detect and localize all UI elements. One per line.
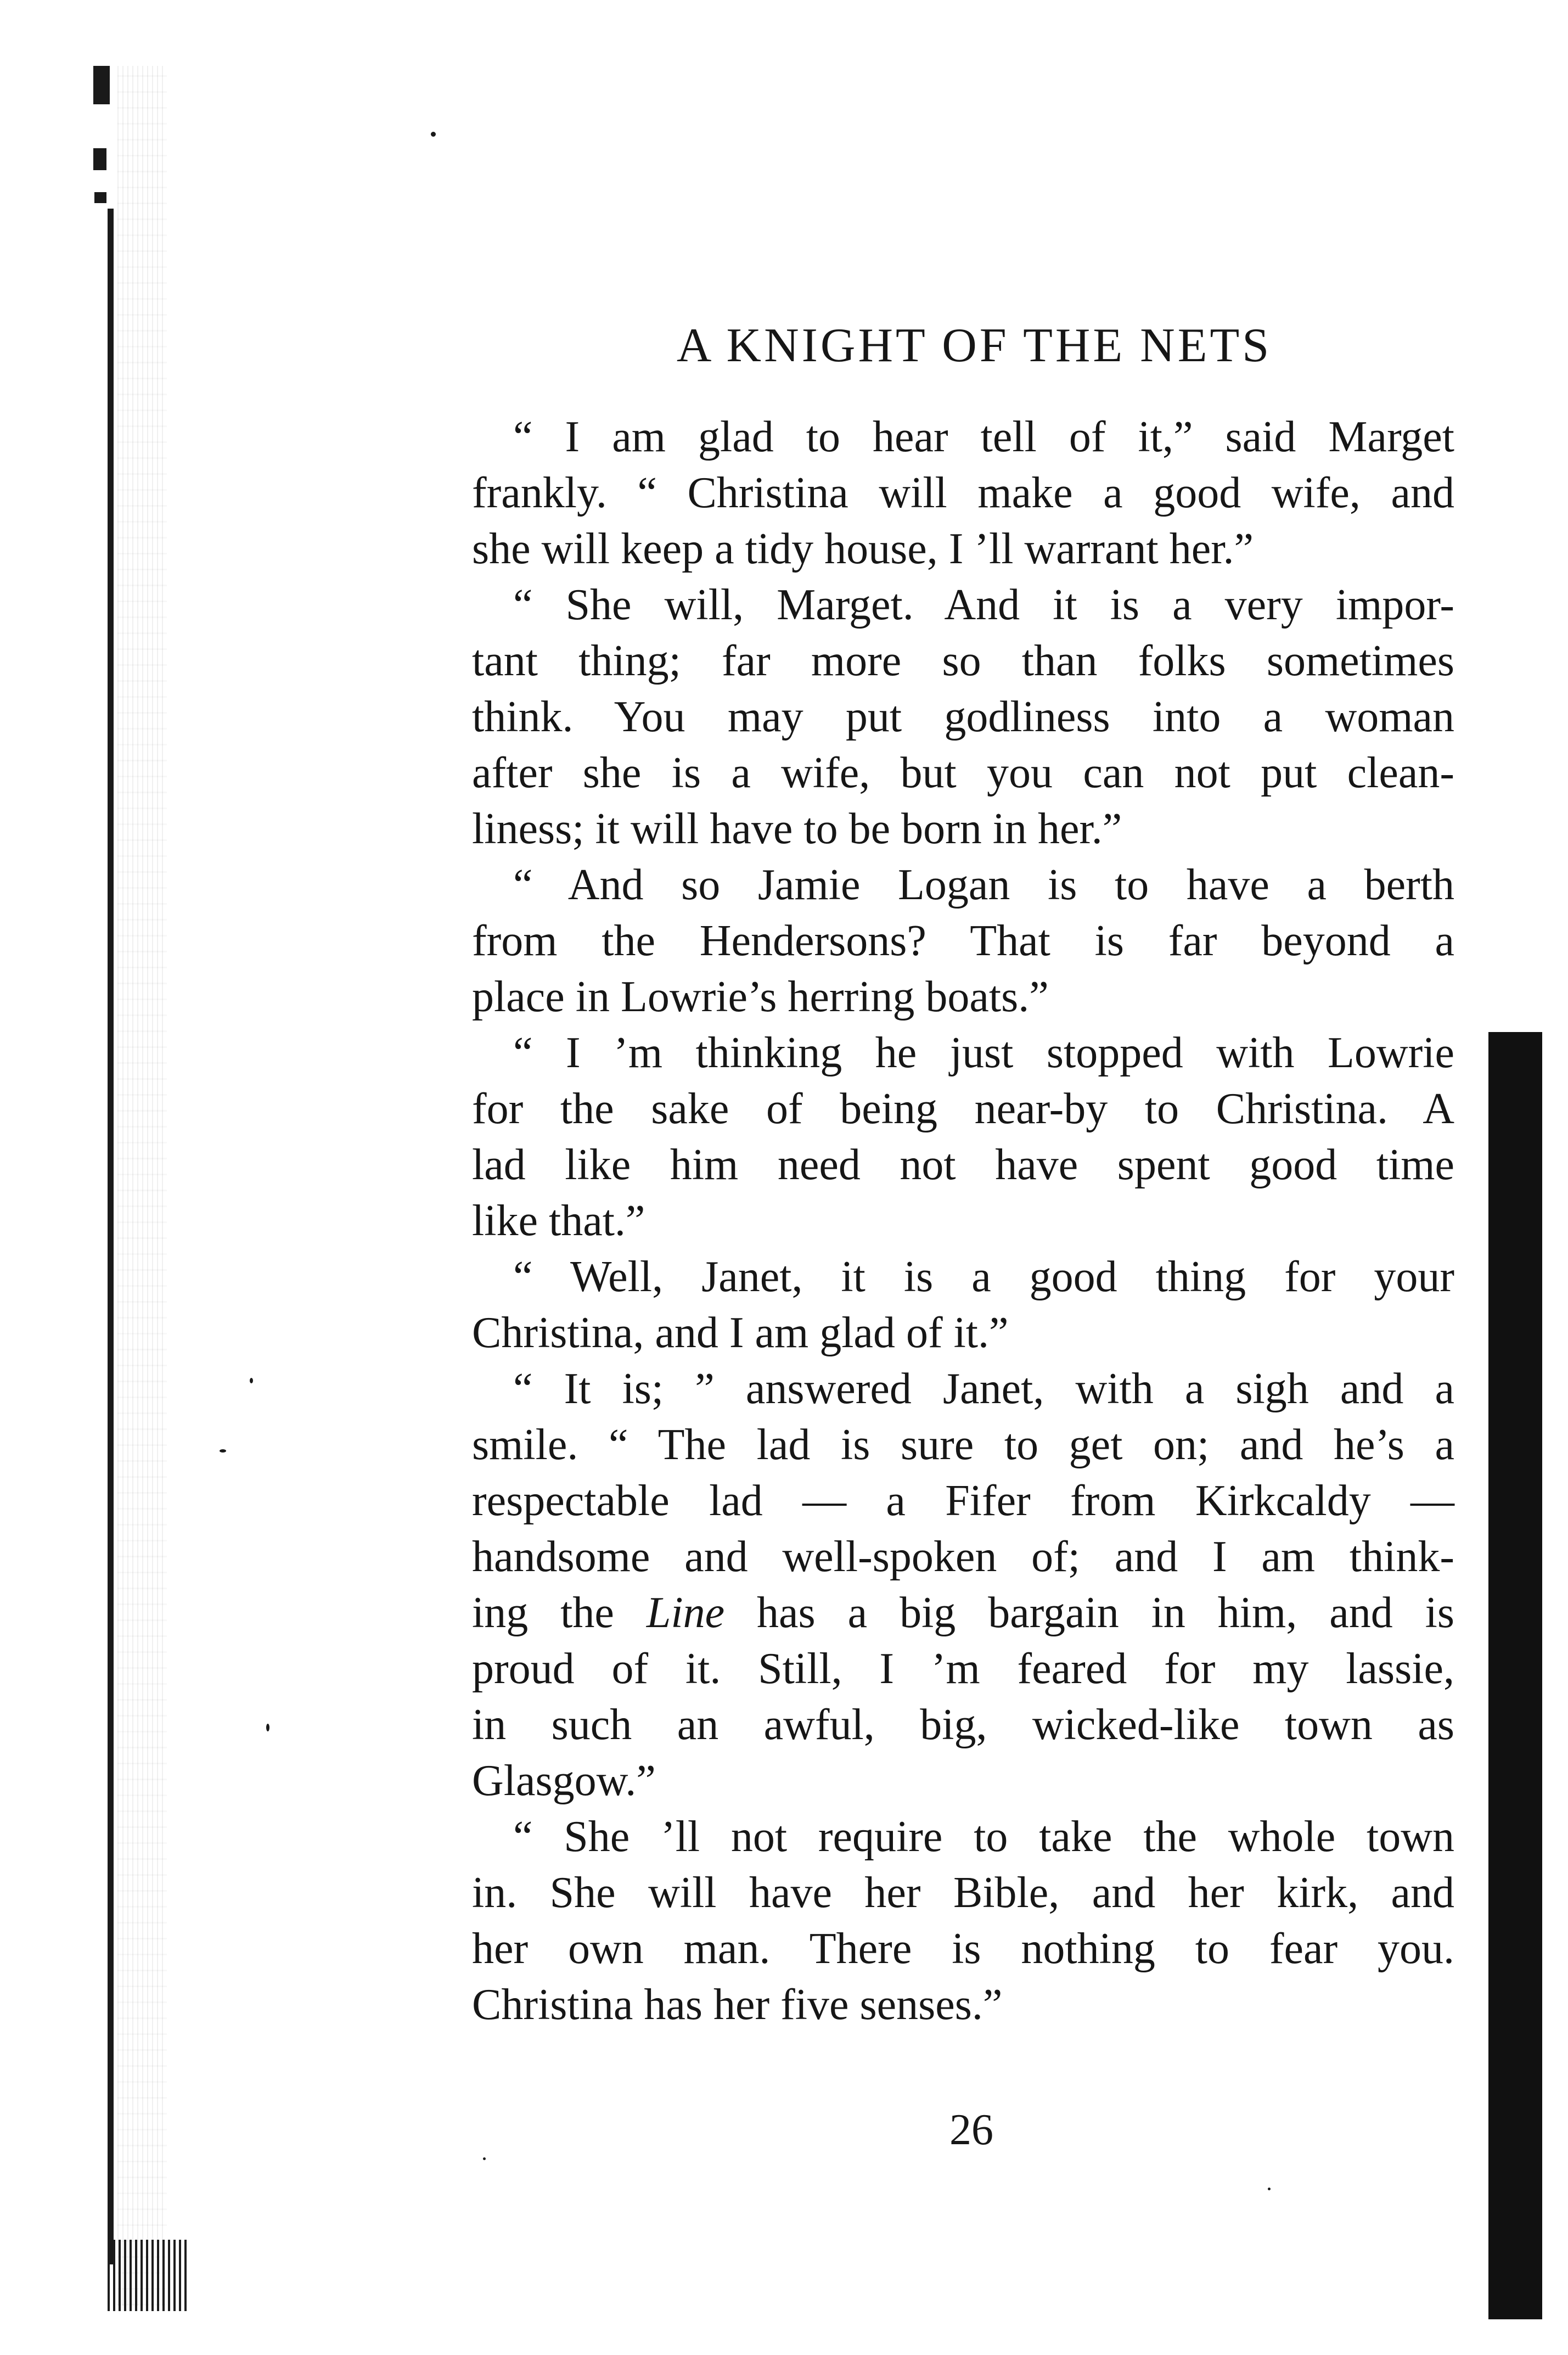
text-line: proud of it. Still, I ’m feared for my lassie, <box>472 1645 1454 1693</box>
text-fragment: ing the <box>472 1589 614 1637</box>
text-line: liness; it will have to be born in her.” <box>472 805 1122 853</box>
speck <box>1268 2188 1271 2190</box>
speck <box>431 132 436 137</box>
running-head: A KNIGHT OF THE NETS <box>676 319 1272 372</box>
binding-mark <box>93 148 106 170</box>
text-line: frankly. “ Christina will make a good wife, and <box>472 469 1454 517</box>
binding-foot <box>108 2240 190 2311</box>
text-line: for the sake of being near-by to Christina. A <box>472 1085 1454 1133</box>
text-line: “ I am glad to hear tell of it,” said Marget <box>513 413 1454 461</box>
text-line: Christina, and I am glad of it.” <box>472 1309 1009 1357</box>
text-line: “ She will, Marget. And it is a very impor- <box>513 581 1454 629</box>
text-line: “ Well, Janet, it is a good thing for your <box>513 1253 1454 1301</box>
speck <box>250 1378 253 1383</box>
binding-mark <box>94 192 106 203</box>
text-line: her own man. There is nothing to fear you. <box>472 1925 1454 1973</box>
page-number: 26 <box>949 2106 993 2154</box>
text-line: smile. “ The lad is sure to get on; and he’s a <box>472 1421 1454 1469</box>
binding-speckle <box>117 66 167 2306</box>
text-line: “ I ’m thinking he just stopped with Lowrie <box>513 1029 1454 1077</box>
text-line: place in Lowrie’s herring boats.” <box>472 973 1049 1021</box>
text-line: from the Hendersons? That is far beyond a <box>472 917 1454 965</box>
text-line: think. You may put godliness into a woman <box>472 693 1454 741</box>
text-line: respectable lad — a Fifer from Kirkcaldy — <box>472 1477 1454 1525</box>
speck <box>220 1449 226 1453</box>
text-line: tant thing; far more so than folks sometimes <box>472 637 1454 685</box>
text-line: Glasgow.” <box>472 1757 656 1805</box>
text-line: in. She will have her Bible, and her kirk, and <box>472 1869 1454 1917</box>
text-fragment: has a big bargain in him, and is <box>757 1589 1455 1637</box>
text-line: “ It is; ” answered Janet, with a sigh and a <box>513 1365 1454 1413</box>
text-line: lad like him need not have spent good time <box>472 1141 1454 1189</box>
italic-word: Line <box>646 1589 725 1637</box>
speck <box>483 2157 486 2160</box>
text-line: handsome and well-spoken of; and I am think- <box>472 1533 1454 1581</box>
text-line: Christina has her five senses.” <box>472 1981 1003 2029</box>
binding-rule <box>108 209 114 2264</box>
page-edge-shadow <box>1488 1032 1542 2319</box>
text-line: she will keep a tidy house, I ’ll warrant her.” <box>472 525 1254 573</box>
text-line: “ She ’ll not require to take the whole town <box>513 1813 1454 1861</box>
body-text <box>472 409 1454 2033</box>
text-line: “ And so Jamie Logan is to have a berth <box>513 861 1454 909</box>
speck <box>266 1724 269 1731</box>
text-line: after she is a wife, but you can not put clean- <box>472 749 1454 797</box>
text-line <box>472 1585 1454 1641</box>
text-line: like that.” <box>472 1197 645 1245</box>
text-line: in such an awful, big, wicked-like town as <box>472 1701 1454 1749</box>
binding-mark <box>93 66 110 104</box>
